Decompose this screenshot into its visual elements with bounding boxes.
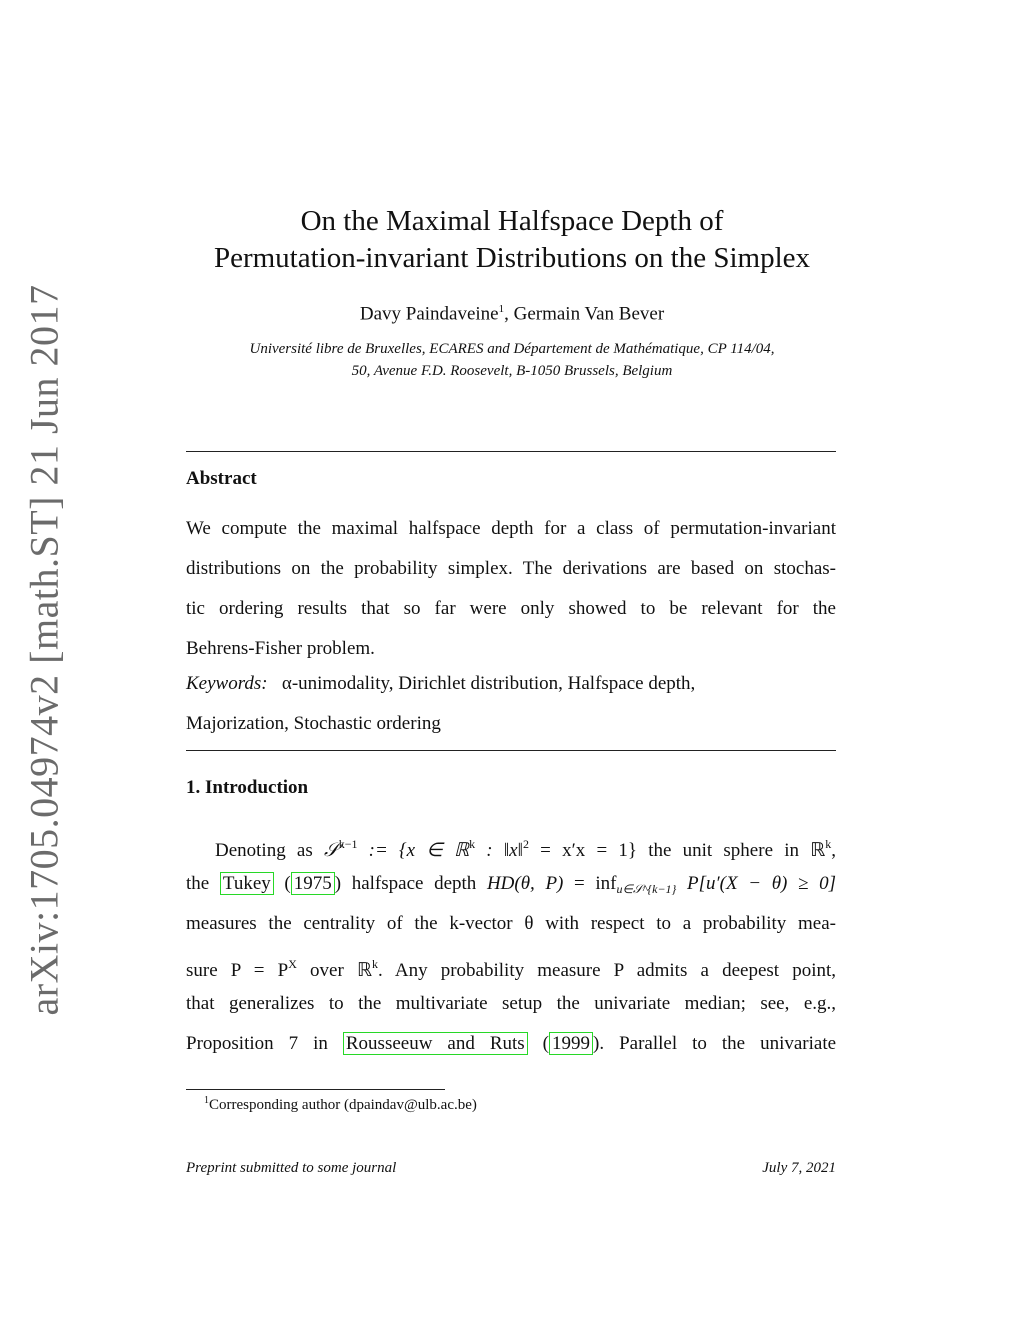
citation-link-1999[interactable]: 1999	[549, 1032, 593, 1055]
math-superscript: X	[288, 957, 297, 971]
text-run: . Any probability measure P admits a deepest point,	[378, 960, 836, 981]
author-2: Germain Van Bever	[513, 303, 665, 325]
abstract-bottom-rule	[186, 750, 836, 751]
footnote	[204, 1095, 477, 1114]
intro-line-1	[186, 824, 836, 864]
text-run: ). Parallel to the univariate	[593, 1033, 837, 1054]
abstract-body	[186, 509, 836, 669]
citation-link-1975[interactable]: 1975	[291, 872, 335, 895]
footer-preprint-note: Preprint submitted to some journal	[186, 1160, 397, 1176]
abstract-line: tic ordering results that so far were only showed to be relevant for the	[186, 598, 836, 619]
math-depth: HD(θ, P)	[486, 873, 564, 894]
affiliation-line-1: Université libre de Bruxelles, ECARES and Département de Mathématique, CP 114/04,	[249, 341, 775, 357]
keywords-list-1: α-unimodality, Dirichlet distribution, Halfspace depth,	[281, 673, 696, 694]
abstract-line: distributions on the probability simplex. The derivations are based on stochas-	[186, 558, 836, 579]
footnote-text: Corresponding author (dpaindav@ulb.ac.be)	[209, 1097, 477, 1113]
text-run: ) halfspace depth	[334, 873, 487, 894]
author-list	[0, 303, 1024, 325]
text-run: over ℝ	[296, 960, 373, 981]
intro-line-2	[186, 864, 836, 904]
abstract-line: Behrens-Fisher problem.	[186, 638, 375, 659]
text-run: ,	[831, 840, 836, 861]
text-run: (	[273, 873, 291, 894]
affiliation	[0, 338, 1024, 382]
abstract-heading: Abstract	[186, 468, 257, 489]
intro-line-6	[186, 1024, 836, 1064]
arxiv-identifier: arXiv:1705.04974v2 [math.ST] 21 Jun 2017	[21, 284, 67, 1016]
author-separator: ,	[504, 303, 514, 325]
introduction-body	[186, 824, 836, 1064]
text-run: the	[186, 873, 220, 894]
abstract-line: We compute the maximal halfspace depth for a class of permutation-invariant	[186, 518, 836, 539]
author-1-footnote-mark[interactable]: 1	[498, 303, 505, 315]
title-line-1: On the Maximal Halfspace Depth of	[300, 205, 724, 237]
keywords-line-2: Majorization, Stochastic ordering	[186, 713, 441, 734]
text-run: = x′x = 1} the unit sphere in ℝ	[528, 840, 826, 861]
footer-date: July 7, 2021	[762, 1160, 836, 1176]
intro-line-5: that generalizes to the multivariate setup the univariate median; see, e.g.,	[186, 993, 836, 1014]
text-run: Proposition 7 in	[186, 1033, 343, 1054]
affiliation-line-2: 50, Avenue F.D. Roosevelt, B-1050 Brussels, Belgium	[351, 363, 673, 379]
paper-title	[0, 203, 1024, 277]
citation-link-rousseeuw[interactable]: Rousseeuw and Ruts	[343, 1032, 528, 1055]
introduction-heading: 1. Introduction	[186, 777, 309, 798]
math-superscript: k	[825, 837, 832, 851]
text-run: Denoting as	[215, 840, 324, 861]
abstract-top-rule	[186, 451, 836, 452]
math-sphere: 𝒮	[323, 840, 339, 861]
intro-line-4	[186, 944, 836, 984]
text-run: = inf	[563, 873, 617, 894]
intro-line-3: measures the centrality of the k-vector θ with respect to a probability mea-	[186, 913, 836, 934]
text-run: sure P = P	[186, 960, 289, 981]
citation-link-tukey[interactable]: Tukey	[220, 872, 274, 895]
footnote-rule	[186, 1089, 445, 1090]
math-superscript: k	[469, 837, 476, 851]
keywords	[186, 664, 836, 744]
math-superscript: k	[372, 957, 379, 971]
math-run: : ‖x‖	[475, 840, 523, 861]
math-subscript: u∈𝒮^{k−1}	[616, 882, 677, 896]
math-run: P[u′(X − θ) ≥ 0]	[676, 873, 836, 894]
keywords-label: Keywords:	[186, 673, 268, 694]
text-run: (	[527, 1033, 550, 1054]
math-superscript: k−1	[338, 837, 358, 851]
math-superscript: 2	[522, 837, 529, 851]
title-line-2: Permutation-invariant Distributions on the Simplex	[213, 242, 811, 274]
keywords-line-1	[186, 664, 836, 704]
math-run: := {x ∈ ℝ	[357, 840, 470, 861]
author-1: Davy Paindaveine	[359, 303, 499, 325]
footnote-mark: 1	[204, 1095, 209, 1106]
